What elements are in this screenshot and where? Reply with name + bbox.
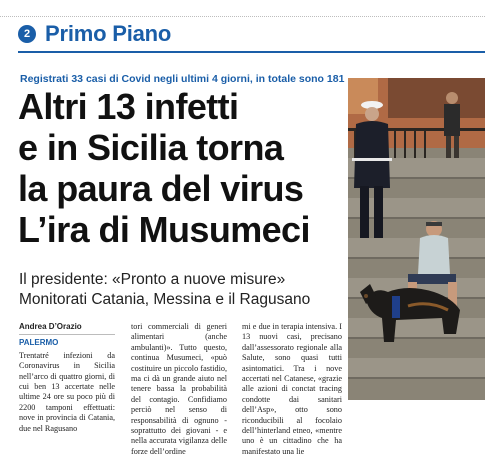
article-subheadline <box>19 270 349 310</box>
subhead-line: Il presidente: «Pronto a nuove misure» <box>19 271 286 288</box>
article-kicker: Registrati 33 casi di Covid negli ultimi 4 giorni, in totale sono 181 <box>20 73 345 85</box>
headline-line: e in Sicilia torna <box>18 127 284 168</box>
headline-line: la paura del virus <box>18 168 304 209</box>
article-column-1 <box>19 322 115 434</box>
section-rule <box>18 51 485 53</box>
column-text: mi e due in terapia intensiva. I 13 nuovi casi, precisano dall’assessorato regionale alla Salute, sono quasi tutti asintomatici. Tra i nove accertati nel Catanese, «grazie alle azioni di conctat tracing condotte dai sanitari dell’Asp», otto sono riconducibili al focolaio dell’hinterland etneo, «mentre uno è un cittadino che ha manifestato una lie <box>242 322 342 456</box>
page-top-strip <box>0 0 485 17</box>
section-header <box>18 19 171 49</box>
article-column-3 <box>242 322 342 457</box>
column-text: tori commerciali di generi alimentari (anche ambulanti)». Tutto questo, continua Musumeci, «può costituire un piccolo fastidio, ma ci dà un grande aiuto nel tenere bassa la probabilità del contagio. Confidiamo perciò nel senso di responsabilità di ognuno - soprattutto dei giovani - e nella accurata vigilanza delle forze dell’ordine <box>131 322 227 456</box>
headline-line: L’ira di Musumeci <box>18 209 310 250</box>
section-number-badge: 2 <box>18 25 36 43</box>
dateline: PALERMO <box>19 338 59 348</box>
article-photo <box>348 78 485 400</box>
section-title: Primo Piano <box>45 21 172 46</box>
subhead-line: Monitorati Catania, Messina e il Ragusano <box>19 291 311 308</box>
headline-line: Altri 13 infetti <box>18 86 239 127</box>
byline: Andrea D’Orazio <box>19 322 115 335</box>
column-text: Trentatré infezioni da Coronavirus in Sicilia nell’arco di quattro giorni, di cui ben 13 accertate nelle ultime 24 ore su poco più di 2200 tamponi effettuati: nove in provincia di Catania, due nel Ragusano <box>19 350 115 433</box>
article-column-2 <box>131 322 227 457</box>
article-headline <box>18 86 348 250</box>
photo-illustration <box>348 78 485 400</box>
